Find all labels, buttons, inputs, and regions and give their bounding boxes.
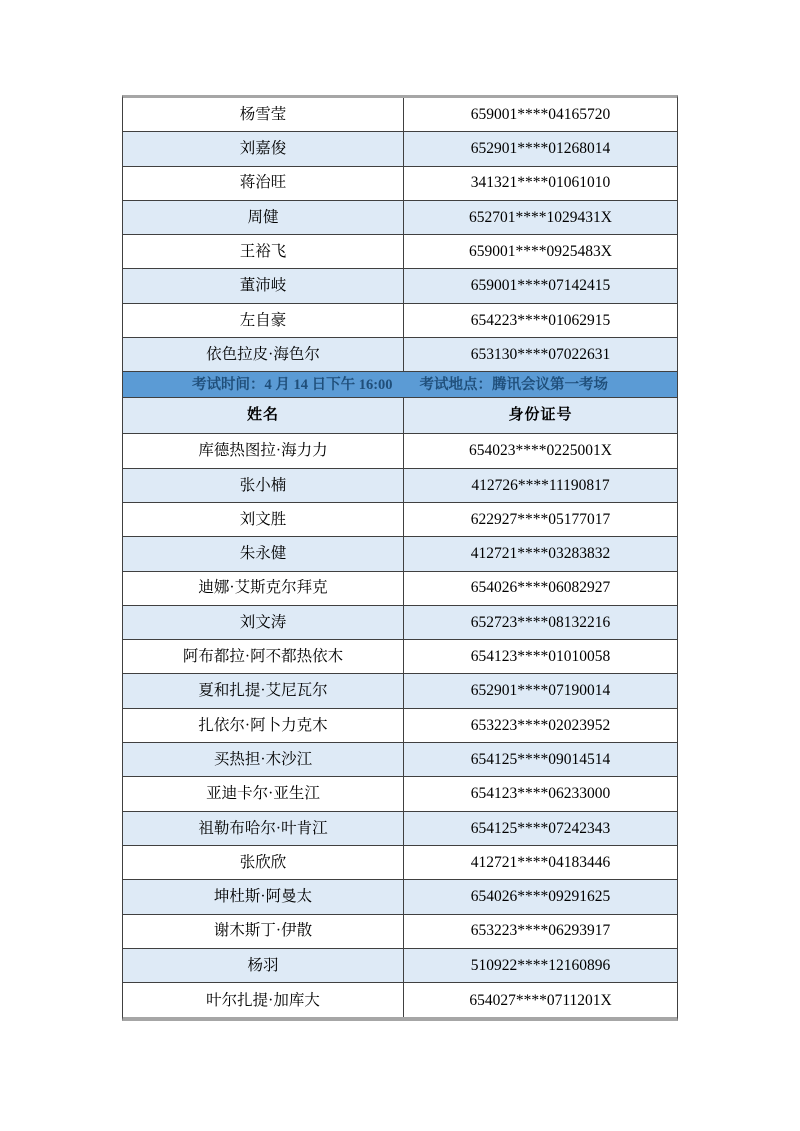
- id-cell: 654123****01010058: [470, 648, 611, 666]
- name-cell: 张小楠: [123, 469, 404, 502]
- id-cell: 659001****07142415: [470, 277, 611, 295]
- name-cell: 蒋治旺: [123, 167, 404, 200]
- id-cell: 510922****12160896: [470, 956, 611, 974]
- session-time-label: 考试时间：4 月 14 日下午 16:00: [191, 376, 393, 393]
- name-cell: 坤杜斯·阿曼太: [123, 880, 404, 913]
- id-cell: 659001****04165720: [470, 105, 611, 123]
- id-cell: 654023****0225001X: [469, 442, 612, 460]
- name-cell: 朱永健: [123, 537, 404, 570]
- table-row: [123, 777, 677, 811]
- id-cell: 341321****01061010: [470, 174, 611, 192]
- name-cell: 夏和扎提·艾尼瓦尔: [123, 674, 404, 707]
- table-row: [123, 606, 677, 640]
- name-cell: 亚迪卡尔·亚生江: [123, 777, 404, 810]
- id-cell: 652701****1029431X: [469, 208, 612, 226]
- table-row: [123, 812, 677, 846]
- id-column-header: 身份证号: [508, 407, 573, 424]
- table-row: [123, 235, 677, 269]
- table-row: [123, 743, 677, 777]
- id-cell: 659001****0925483X: [469, 243, 612, 261]
- name-cell: 刘文胜: [123, 503, 404, 536]
- table-row: [123, 98, 677, 132]
- name-cell: 祖勒布哈尔·叶肯江: [123, 812, 404, 845]
- id-cell: 654123****06233000: [470, 785, 611, 803]
- name-cell: 叶尔扎提·加库大: [123, 983, 404, 1017]
- table-row: [123, 269, 677, 303]
- exam-roster-table: [122, 95, 678, 1021]
- table-row: [123, 846, 677, 880]
- name-cell: 迪娜·艾斯克尔拜克: [123, 572, 404, 605]
- table-row: [123, 572, 677, 606]
- table-row: [123, 983, 677, 1017]
- table-row: [123, 709, 677, 743]
- table-row: [123, 915, 677, 949]
- roster-section-2: [123, 434, 677, 1017]
- id-cell: 412726****11190817: [471, 476, 610, 494]
- table-row: [123, 640, 677, 674]
- name-cell: 买热担·木沙江: [123, 743, 404, 776]
- table-row: [123, 674, 677, 708]
- table-row: [123, 167, 677, 201]
- name-cell: 张欣欣: [123, 846, 404, 879]
- table-row: [123, 201, 677, 235]
- name-cell: 刘嘉俊: [123, 132, 404, 165]
- table-row: [123, 537, 677, 571]
- table-row: [123, 338, 677, 372]
- id-cell: 622927****05177017: [470, 510, 611, 528]
- name-cell: 杨羽: [123, 949, 404, 982]
- id-cell: 412721****04183446: [470, 853, 611, 871]
- id-cell: 654125****07242343: [470, 819, 611, 837]
- name-cell: 库德热图拉·海力力: [123, 434, 404, 467]
- id-cell: 412721****03283832: [470, 545, 611, 563]
- name-cell: 依色拉皮·海色尔: [123, 338, 404, 371]
- session-banner: [123, 372, 677, 398]
- table-row: [123, 949, 677, 983]
- id-cell: 652901****01268014: [470, 140, 611, 158]
- roster-section-1: [123, 98, 677, 372]
- id-cell: 654223****01062915: [470, 311, 611, 329]
- id-cell: 654027****0711201X: [469, 991, 612, 1009]
- column-header-row: [123, 398, 677, 434]
- id-cell: 652901****07190014: [470, 682, 611, 700]
- name-column-header: 姓名: [123, 398, 404, 433]
- id-cell: 652723****08132216: [470, 613, 611, 631]
- table-row: [123, 469, 677, 503]
- name-cell: 刘文涛: [123, 606, 404, 639]
- name-cell: 谢木斯丁·伊散: [123, 915, 404, 948]
- id-cell: 654125****09014514: [470, 750, 611, 768]
- name-cell: 董沛岐: [123, 269, 404, 302]
- id-cell: 654026****09291625: [470, 888, 611, 906]
- id-cell: 653130****07022631: [470, 345, 611, 363]
- table-row: [123, 880, 677, 914]
- table-row: [123, 434, 677, 468]
- name-cell: 扎依尔·阿卜力克木: [123, 709, 404, 742]
- id-cell: 653223****02023952: [470, 716, 611, 734]
- table-row: [123, 132, 677, 166]
- name-cell: 周健: [123, 201, 404, 234]
- session-location-label: 考试地点：腾讯会议第一考场: [419, 376, 609, 393]
- name-cell: 杨雪莹: [123, 98, 404, 131]
- id-cell: 653223****06293917: [470, 922, 611, 940]
- table-row: [123, 304, 677, 338]
- id-cell: 654026****06082927: [470, 579, 611, 597]
- name-cell: 左自豪: [123, 304, 404, 337]
- name-cell: 阿布都拉·阿不都热依木: [123, 640, 404, 673]
- name-cell: 王裕飞: [123, 235, 404, 268]
- table-row: [123, 503, 677, 537]
